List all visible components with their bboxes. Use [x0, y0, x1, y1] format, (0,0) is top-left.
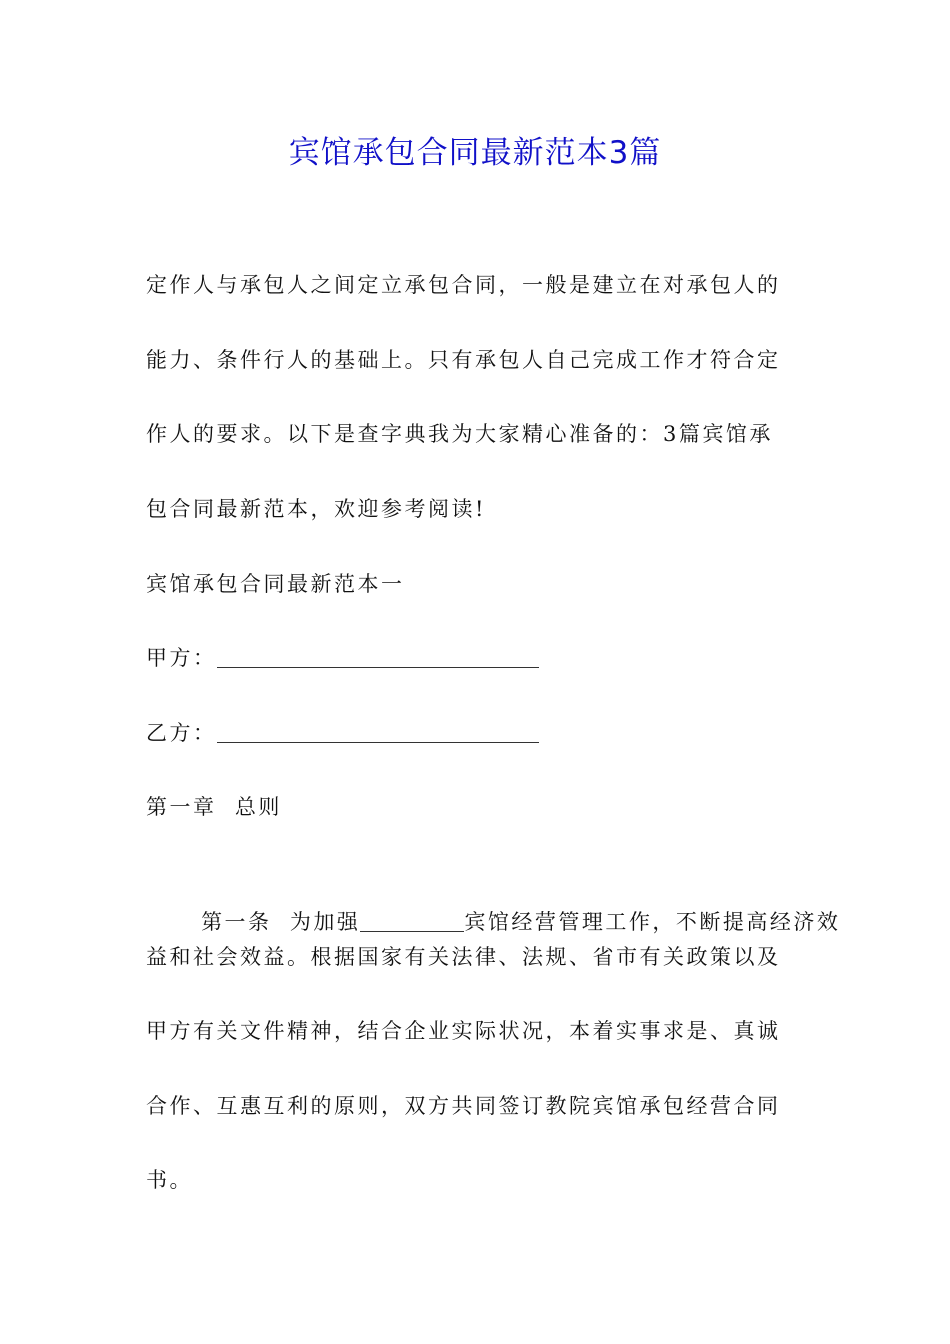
party-a-label: 甲方： — [146, 646, 217, 670]
intro-line-3: 作人的要求。以下是查字典我为大家精心准备的：3篇宾馆承 — [146, 422, 773, 446]
intro-line-2: 能力、条件行人的基础上。只有承包人自己完成工作才符合定 — [146, 348, 781, 372]
chapter-heading: 第一章 总则 — [146, 795, 282, 819]
article-1-prefix: 第一条 为加强 — [201, 910, 361, 934]
article-1-line-3: 甲方有关文件精神，结合企业实际状况，本着实事求是、真诚 — [146, 1019, 781, 1043]
article-1-line-5: 书。 — [146, 1168, 193, 1192]
party-b-blank — [217, 716, 539, 743]
party-b-line — [146, 713, 539, 753]
article-1-line-1-rest: 宾馆经营管理工作，不断提高经济效 — [464, 910, 841, 934]
article-1-line-1 — [146, 862, 841, 934]
section-heading: 宾馆承包合同最新范本一 — [146, 572, 405, 596]
party-b-label: 乙方： — [146, 721, 217, 745]
party-a-blank — [217, 641, 539, 668]
party-a-line — [146, 638, 539, 678]
document-title: 宾馆承包合同最新范本3篇 — [288, 135, 662, 171]
article-1-line-4: 合作、互惠互利的原则，双方共同签订教院宾馆承包经营合同 — [146, 1094, 781, 1118]
intro-line-1: 定作人与承包人之间定立承包合同，一般是建立在对承包人的 — [146, 273, 781, 297]
intro-line-4: 包合同最新范本，欢迎参考阅读! — [146, 497, 486, 521]
article-1-line-2: 益和社会效益。根据国家有关法律、法规、省市有关政策以及 — [146, 945, 781, 969]
article-1-blank — [360, 905, 464, 932]
